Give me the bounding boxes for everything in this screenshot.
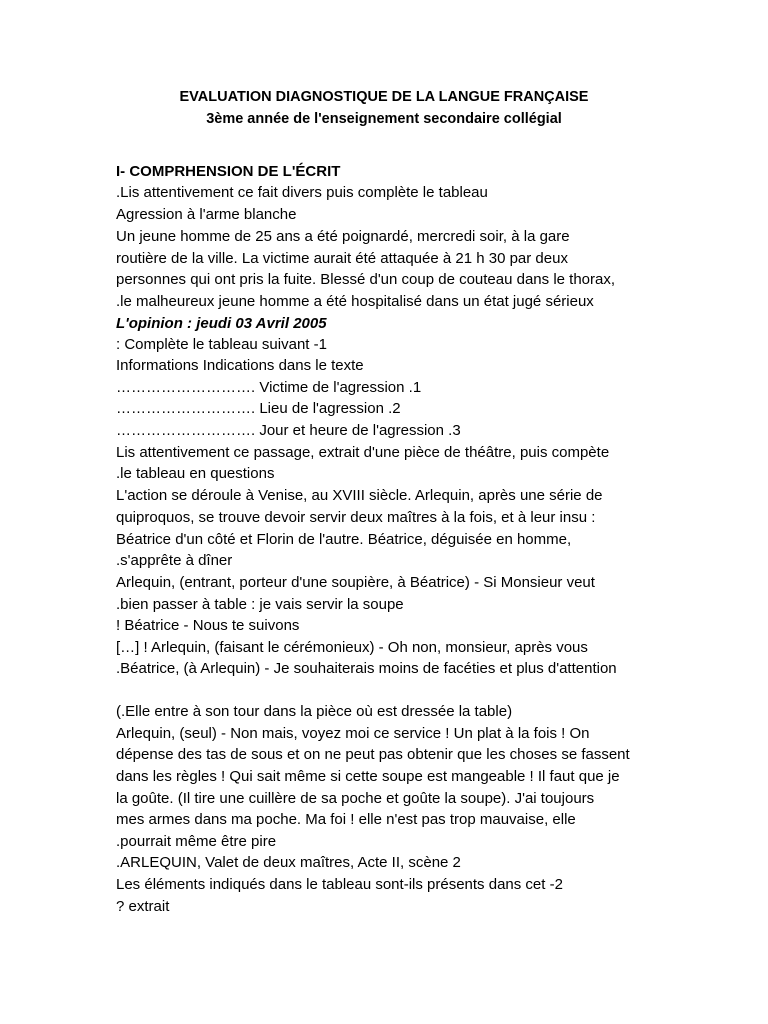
section-heading: I- COMPRHENSION DE L'ÉCRIT (116, 163, 341, 180)
passage-text-line: quiproquos, se trouve devoir servir deux maîtres à la fois, et à leur insu : (116, 509, 596, 526)
passage-text-line: dans les règles ! Qui sait même si cette soupe est mangeable ! Il faut que je (116, 768, 620, 785)
document-title: EVALUATION DIAGNOSTIQUE DE LA LANGUE FRANÇAISE (179, 89, 589, 105)
passage-text-line: .Béatrice, (à Arlequin) - Je souhaiterais moins de facéties et plus d'attention (116, 660, 617, 677)
instruction-line: .le tableau en questions (116, 465, 275, 482)
article-text-line: routière de la ville. La victime aurait été attaquée à 21 h 30 par deux (116, 250, 568, 267)
passage-text-line: .pourrait même être pire (116, 833, 277, 850)
passage-text-line: .bien passer à table : je vais servir la soupe (116, 596, 404, 613)
instruction-line: Lis attentivement ce passage, extrait d'une pièce de théâtre, puis compète (116, 444, 610, 461)
article-text-line: Un jeune homme de 25 ans a été poignardé, mercredi soir, à la gare (116, 228, 570, 245)
instruction-line: .Lis attentivement ce fait divers puis complète le tableau (116, 184, 488, 201)
article-headline: Agression à l'arme blanche (116, 206, 297, 223)
passage-source: .ARLEQUIN, Valet de deux maîtres, Acte II, scène 2 (116, 854, 461, 871)
article-text-line: .le malheureux jeune homme a été hospitalisé dans un état jugé sérieux (116, 293, 594, 310)
article-text-line: personnes qui ont pris la fuite. Blessé d'un coup de couteau dans le thorax, (116, 271, 616, 288)
passage-text-line: ! Béatrice - Nous te suivons (116, 617, 300, 634)
passage-text-line: la goûte. (Il tire une cuillère de sa poche et goûte la soupe). J'ai toujours (116, 790, 595, 807)
passage-text-line: L'action se déroule à Venise, au XVIII siècle. Arlequin, après une série de (116, 487, 603, 504)
article-source: L'opinion : jeudi 03 Avril 2005 (116, 315, 327, 332)
passage-text-line: Béatrice d'un côté et Florin de l'autre. Béatrice, déguisée en homme, (116, 531, 572, 548)
passage-text-line: […] ! Arlequin, (faisant le cérémonieux) - Oh non, monsieur, après vous (116, 639, 588, 656)
table-header: Informations Indications dans le texte (116, 357, 364, 374)
table-row: ………………………. Victime de l'agression .1 (116, 379, 422, 396)
passage-text-line: .s'apprête à dîner (116, 552, 233, 569)
passage-text-line: Arlequin, (seul) - Non mais, voyez moi ce service ! Un plat à la fois ! On (116, 725, 590, 742)
passage-text-line: Arlequin, (entrant, porteur d'une soupière, à Béatrice) - Si Monsieur veut (116, 574, 595, 591)
passage-text-line: mes armes dans ma poche. Ma foi ! elle n'est pas trop mauvaise, elle (116, 811, 576, 828)
passage-text-line: (.Elle entre à son tour dans la pièce où est dressée la table) (116, 703, 513, 720)
document-subtitle: 3ème année de l'enseignement secondaire collégial (206, 111, 562, 127)
passage-text-line: dépense des tas de sous et on ne peut pas obtenir que les choses se fassent (116, 746, 630, 763)
question-line: : Complète le tableau suivant -1 (116, 336, 327, 353)
table-row: ………………………. Jour et heure de l'agression .3 (116, 422, 461, 439)
question-line: Les éléments indiqués dans le tableau sont-ils présents dans cet -2 (116, 876, 563, 893)
question-line: ? extrait (116, 898, 170, 915)
table-row: ………………………. Lieu de l'agression .2 (116, 400, 401, 417)
